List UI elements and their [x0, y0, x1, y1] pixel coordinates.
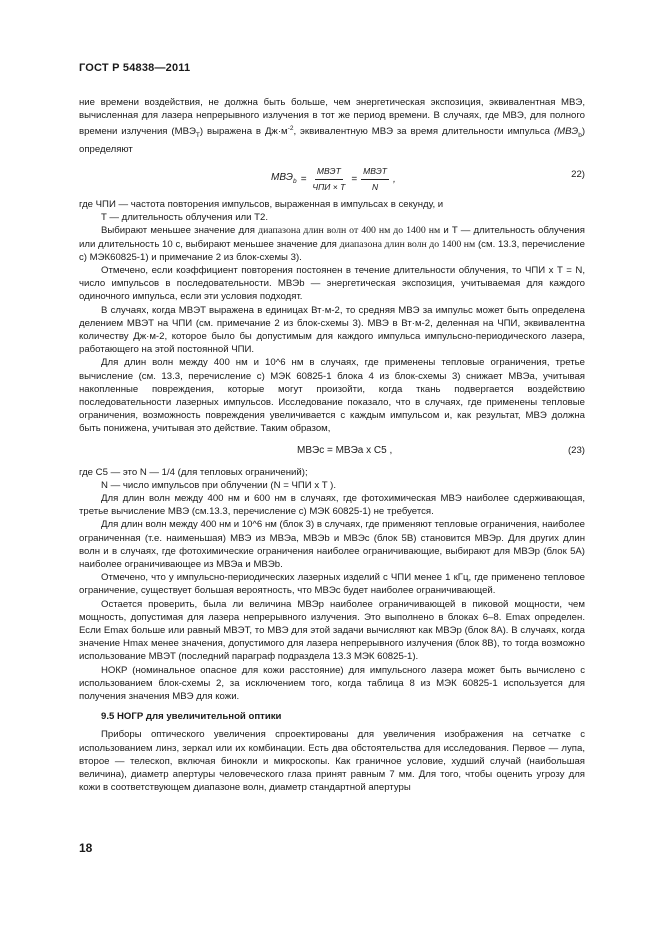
paragraph: Отмечено, если коэффициент повторения постоянен в течение длительности облучения, то ЧПИ х Т = N, число импульсов в последовательности. МВЭb — энергетическая экспозиция, учитываемая для каждого одиночного импульса, если эти условия подходят. [79, 264, 585, 303]
paragraph: ние времени воздействия, не должна быть больше, чем энергетическая экспозиция, эквивалентная МВЭ, вычисленная для лазера непрерывного излучения в тот же период времени. В случаях, где МВЭ, для полного времени излучения $(МВЭ_T)$ выражена в $Дж\cdot м^{-2}$, эквивалентную МВЭ за время длительности импульса $(МВЭ_b)$ определяют [79, 97, 586, 155]
paragraph: В случаях, когда МВЭT выражена в единицах Вт·м-2, то средняя МВЭ за импульс может быть определена делением МВЭT на ЧПИ (см. примечание 2 из блок-схемы 3). МВЭ в Вт·м-2, деленная на ЧПИ, эквивалентна количеству Дж·м-2, которое было бы допустимым для каждого импульса импульсно-периодического лазера, работающего на этой постоянной ЧПИ. [79, 304, 585, 356]
document-header: ГОСТ Р 54838—2011 [79, 62, 191, 74]
formula-22: $МВЭ_b$ = $\frac{\text{МВЭT}}{\text{ЧПИ × T}}$ = $\frac{\text{МВЭT}}{N}$ , 22) [79, 156, 585, 198]
fraction: $\frac{\text{МВЭT}}{N}$ [363, 165, 387, 193]
body-text [79, 96, 585, 794]
paragraph: Для длин волн между 400 нм и 10^6 нм (блок 3) в случаях, где применяют тепловые ограничения, наиболее ограниченная (т.е. наименьшая) МВЭ из МВЭa, МВЭb и МВЭc (блок 5В) становится МВЭp. Для других длин волн и в случаях, где фотохимические ограничения наиболее ограничивающие, выбирают для МВЭp (блок 5А) наиболее ограничивающее из МВЭa и МВЭb. [79, 519, 585, 570]
paragraph: Выбирают меньшее значение для диапазона длин волн от 400 нм до 1400 нм и T — длительность облучения или длительность 10 с, выбирают меньшее значение для диапазона длин волн до 1400 нм (см. 13.3, перечисление с) МЭК60825-1) и примечание 2 из блок-схемы 3). [79, 225, 585, 263]
formula-23 [79, 436, 585, 466]
section-heading: 9.5 НОГР для увеличительной оптики [101, 711, 282, 723]
paragraph: НОКР (номинальное опасное для кожи расстояние) для импульсного лазера может быть вычислено с использованием блок-схемы 2, за исключением того, когда таблица 8 из МЭК 60825-1 используется для получения значения МВЭ для кожи. [79, 664, 585, 703]
formula-expression: МВЭc = МВЭa х C5 , [297, 444, 393, 456]
paragraph: Отмечено, что у импульсно-периодических лазерных изделий с ЧПИ менее 1 кГц, где применено тепловое ограничение, существует большая вероятность, что МВЭc будет наиболее ограничивающей. [79, 572, 585, 597]
equation-number: 22) [571, 168, 585, 180]
paragraph: Для длин волн между 400 нм и 10^6 нм в случаях, где применены тепловые ограничения, третье вычисление (см. 13.3, перечисление с) МЭК 60825-1 блока 4 из блок-схемы 3) снижает МВЭa, учитывая накопленные повреждения, которые могут произойти, когда ткань подвергается воздействию последовательности лазерных импульсов. Исследование показало, что в случаях, где применены тепловые ограничения, возможность повреждения увеличивается с каждым импульсом и, как результат, МВЭ должна быть понижена, учитывая это действие. Таким образом, [79, 357, 585, 435]
formula-lhs: $МВЭ_b$ [271, 172, 297, 185]
fraction: $\frac{\text{МВЭT}}{\text{ЧПИ × T}}$ [312, 165, 346, 193]
page-number: 18 [79, 841, 93, 855]
paragraph: где C5 — это N — 1/4 (для тепловых ограничений); [79, 466, 308, 478]
paragraph: где ЧПИ — частота повторения импульсов, выраженная в импульсах в секунду, и [79, 198, 444, 210]
paragraph: Для длин волн между 400 нм и 600 нм в случаях, где фотохимическая МВЭ наиболее сдерживающая, третье вычисление МВЭ (см.13.3, перечисление с) МЭК 60825-1) не требуется. [79, 492, 585, 518]
paragraph: N — число импульсов при облучении (N = ЧПИ х T ). [101, 479, 336, 491]
paragraph: Приборы оптического увеличения спроектированы для увеличения изображения на сетчатке с использованием линз, зеркал или их комбинации. Есть два обстоятельства для исследования. Первое — лупа, второе — телескоп, включая бинокли и микроскопы. Как граничное условие, худший случай (наибольшая величина), диаметр апертуры человеческого глаза принят равным 7 мм. Для того, чтобы оценить угрозу для кожи в соответствующем диапазоне волн, диаметр стандартной апертуры [79, 729, 585, 794]
paragraph: Остается проверить, была ли величина МВЭp наиболее ограничивающей в пиковой мощности, чем мощность, допустимая для лазера непрерывного излучения. Это выполнено в блоках 6–8. Emax определен. Если Emax больше или равный МВЭT, то МВЭ для этой задачи вычисляют как МВЭp (блок 8А). В случаях, когда значение Hmax менее значения, допустимого для лазера непрерывного излучения (блок 8В), то тогда возможно использование МВЭT (последний параграф подраздела 13.3 МЭК 60825-1). [79, 598, 585, 663]
paragraph: T — длительность облучения или T2. [101, 212, 269, 224]
equation-number: (23) [567, 444, 585, 456]
